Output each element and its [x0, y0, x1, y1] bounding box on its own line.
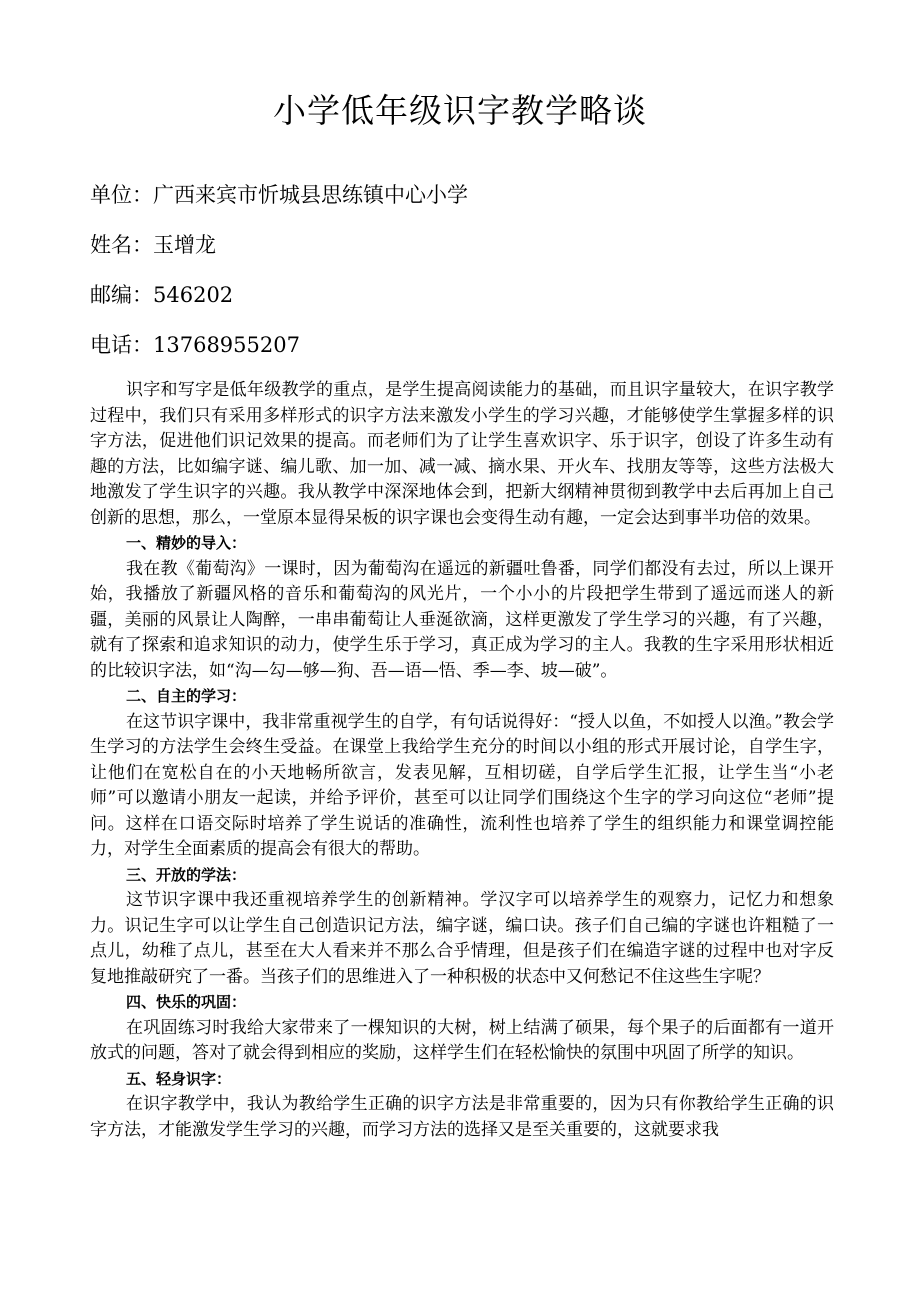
- intro-paragraph: 识字和写字是低年级教学的重点，是学生提高阅读能力的基础，而且识字量较大，在识字教学过程中，我们只有采用多样形式的识字方法来激发小学生的学习兴趣，才能够使学生掌握多样的识字方法，促进他们识记效果的提高。而老师们为了让学生喜欢识字、乐于识字，创设了许多生动有趣的方法，比如编字谜、编儿歌、加一加、减一减、摘水果、开火车、找朋友等等，这些方法极大地激发了学生识字的兴趣。我从教学中深深地体会到，把新大纲精神贯彻到教学中去后再加上自己创新的思想，那么，一堂原本显得呆板的识字课也会变得生动有趣，一定会达到事半功倍的效果。: [90, 380, 834, 528]
- document-title: 小学低年级识字教学略谈: [273, 91, 647, 130]
- author-postcode: 邮编：546202: [90, 283, 234, 307]
- author-unit: 单位：广西来宾市忻城县思练镇中心小学: [90, 183, 468, 207]
- section-paragraph: 在识字教学中，我认为教给学生正确的识字方法是非常重要的，因为只有你教给学生正确的识字方法，才能激发学生学习的兴趣，而学习方法的选择又是至关重要的，这就要求我: [90, 1094, 834, 1140]
- author-phone: 电话：13768955207: [90, 333, 300, 357]
- section-paragraph: 这节识字课中我还重视培养学生的创新精神。学汉字可以培养学生的观察力，记忆力和想象力。识记生字可以让学生自己创造识记方法，编字谜，编口诀。孩子们自己编的字谜也许粗糙了一点儿，幼稚了点儿，甚至在大人看来并不那么合乎情理，但是孩子们在编造字谜的过程中也对字反复地推敲研究了一番。当孩子们的思维进入了一种积极的状态中又何愁记不住这些生字呢？: [90, 890, 834, 987]
- section-heading: 二、自主的学习：: [126, 687, 247, 705]
- article-body: [90, 378, 834, 1143]
- author-name: 姓名：玉增龙: [90, 233, 216, 257]
- section-paragraph: 在这节识字课中，我非常重视学生的自学，有句话说得好：“授人以鱼，不如授人以渔。”教会学生学习的方法学生会终生受益。在课堂上我给学生充分的时间以小组的形式开展讨论，自学生字，让他们在宽松自在的小天地畅所欲言，发表见解，互相切磋，自学后学生汇报，让学生当“小老师”可以邀请小朋友一起读，并给予评价，甚至可以让同学们围绕这个生字的学习向这位“老师”提问。这样在口语交际时培养了学生说话的准确性，流利性也培养了学生的组织能力和课堂调控能力，对学生全面素质的提高会有很大的帮助。: [90, 711, 834, 859]
- section-heading: 四、快乐的巩固：: [126, 993, 247, 1011]
- section-heading: 一、精妙的导入：: [126, 534, 247, 552]
- section-heading: 五、轻身识字：: [126, 1069, 232, 1088]
- section-paragraph: 在巩固练习时我给大家带来了一棵知识的大树，树上结满了硕果，每个果子的后面都有一道开放式的问题，答对了就会得到相应的奖励，这样学生们在轻松愉快的氛围中巩固了所学的知识。: [90, 1017, 834, 1063]
- section-heading: 三、开放的学法：: [126, 865, 247, 884]
- section-paragraph: 我在教《葡萄沟》一课时，因为葡萄沟在遥远的新疆吐鲁番，同学们都没有去过，所以上课开始，我播放了新疆风格的音乐和葡萄沟的风光片，一个小小的片段把学生带到了遥远而迷人的新疆，美丽的风景让人陶醉，一串串葡萄让人垂涎欲滴，这样更激发了学生学习的兴趣，有了兴趣，就有了探索和追求知识的动力，使学生乐于学习，真正成为学习的主人。我教的生字采用形状相近的比较识字法，如“沟—勾—够—狗、吾—语—悟、季—李、坡—破”。: [90, 558, 834, 681]
